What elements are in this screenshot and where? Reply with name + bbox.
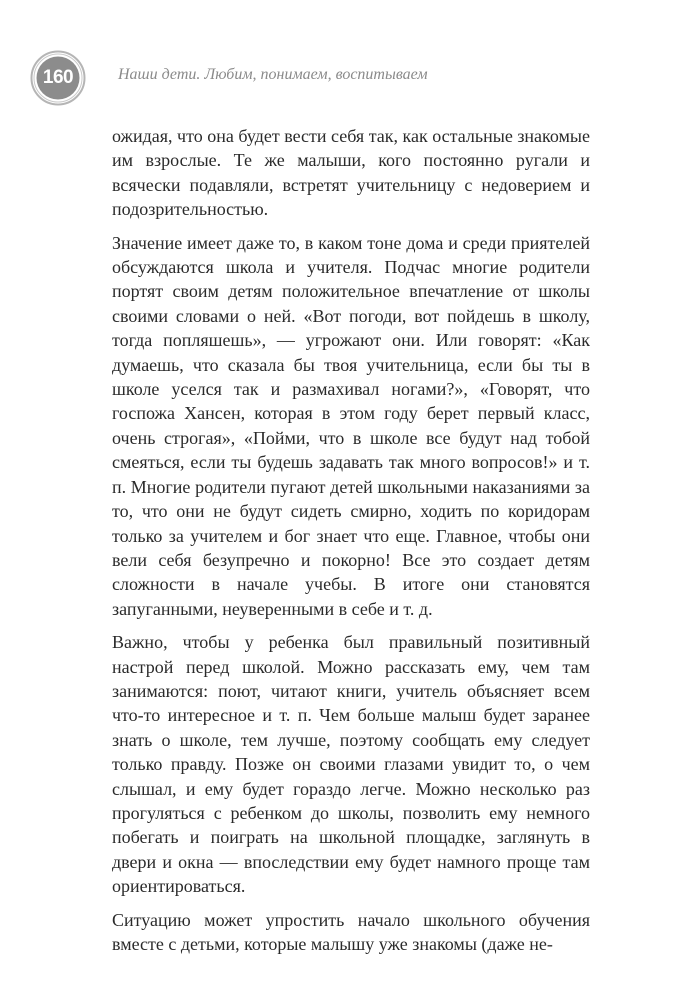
body-text — [112, 124, 590, 965]
page-number-badge — [30, 50, 86, 106]
paragraph: Значение имеет даже то, в каком тоне дома и среди приятелей обсуждаются школа и учителя. Подчас многие родители портят своим детям положительное впечатление от школы своими словами о ней. «Вот погоди, вот пойдешь в школу, тогда попляшешь», — угрожают они. Или говорят: «Как думаешь, что сказала бы твоя учительница, если бы ты в школе уселся так и размахивал ногами?», «Говорят, что госпожа Хансен, которая в этом году берет первый класс, очень строгая», «Пойми, что в школе все будут над тобой смеяться, если ты будешь задавать так много вопросов!» и т. п. Многие родители пугают детей школьными наказаниями за то, что они не будут сидеть смирно, ходить по коридорам только за учителем и бог знает что еще. Главное, чтобы они вели себя безупречно и покорно! Все это создает детям сложности в начале учебы. В итоге они становятся запуганными, неуверенными в себе и т. д. — [112, 232, 590, 619]
running-title: Наши дети. Любим, понимаем, воспитываем — [118, 66, 428, 83]
paragraph: Важно, чтобы у ребенка был правильный позитивный настрой перед школой. Можно рассказать ему, чем там занимаются: поют, читают книги, учитель объясняет всем что-то интересное и т. п. Чем больше малыш будет заранее знать о школе, тем лучше, поэтому сообщать ему следует только правду. Позже он своими глазами увидит то, о чем слышал, и ему будет гораздо легче. Можно несколько раз прогуляться с ребенком до школы, позволить ему немного побегать и поиграть на школьной площадке, заглянуть в двери и окна — впоследствии ему будет намного проще там ориентироваться. — [112, 632, 590, 897]
page-header — [30, 50, 670, 106]
paragraph: ожидая, что она будет вести себя так, как остальные знакомые им взрослые. Те же малыши, кого постоянно ругали и всячески подавляли, встретят учительницу с недоверием и подозрительностью. — [112, 126, 591, 220]
paragraph: Ситуацию может упростить начало школьного обучения вместе с детьми, которые малышу уже знакомы (даже не- — [112, 909, 590, 954]
page-number: 160 — [42, 67, 74, 88]
